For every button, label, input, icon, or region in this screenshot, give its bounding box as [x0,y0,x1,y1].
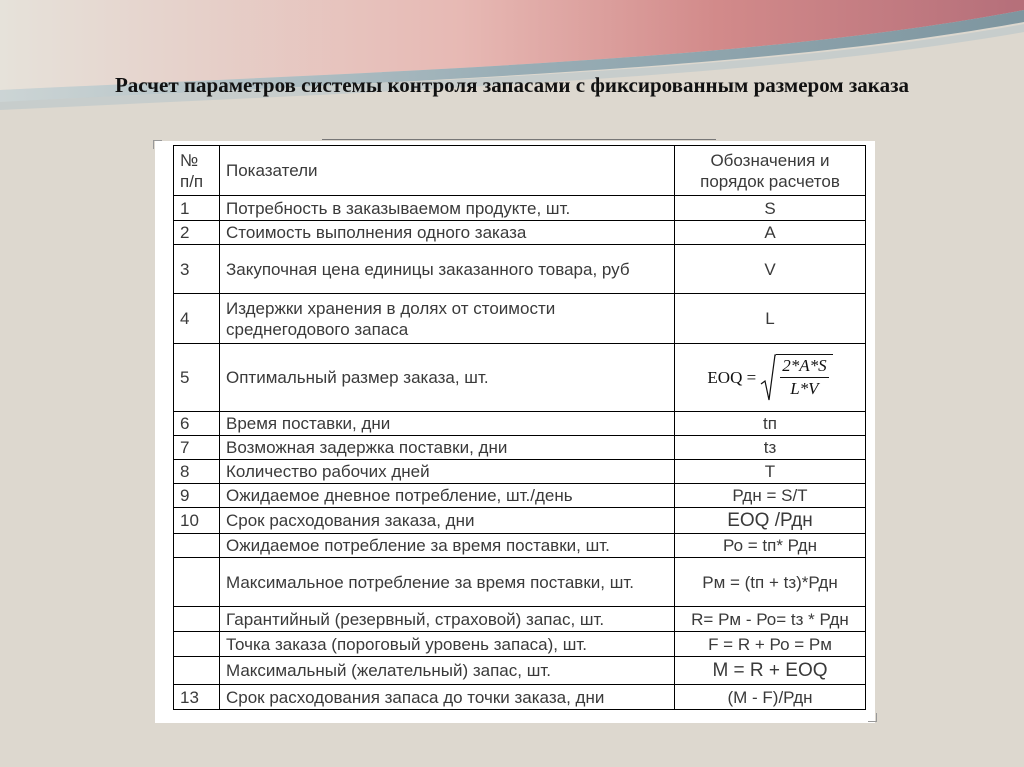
row-number [174,558,220,607]
title-divider [322,139,716,140]
table-row [174,657,866,685]
header-symbol: Обозначения и порядок расчетов [675,146,866,196]
row-indicator: Возможная задержка поставки, дни [220,436,675,460]
row-indicator: Максимальный (желательный) запас, шт. [220,657,675,685]
row-symbol: S [675,196,866,221]
eoq-formula-cell [675,344,866,412]
row-indicator: Оптимальный размер заказа, шт. [220,344,675,412]
table-row [174,436,866,460]
row-indicator: Гарантийный (резервный, страховой) запас, шт. [220,607,675,632]
sqrt-symbol-icon [760,354,776,402]
row-symbol: (M - F)/Рдн [675,685,866,710]
row-symbol: Рм = (tп + tз)*Рдн [675,558,866,607]
eoq-formula [681,354,859,402]
row-indicator: Срок расходования заказа, дни [220,508,675,534]
row-indicator: Срок расходования запаса до точки заказа, дни [220,685,675,710]
table-row [174,558,866,607]
row-symbol: A [675,221,866,245]
row-number [174,657,220,685]
header-indicator: Показатели [220,146,675,196]
row-number: 8 [174,460,220,484]
row-number: 6 [174,412,220,436]
row-symbol: R= Рм - Ро= tз * Рдн [675,607,866,632]
formula-numerator: 2*A*S [780,355,828,378]
row-number: 2 [174,221,220,245]
table-row [174,196,866,221]
table-row [174,344,866,412]
table-row [174,685,866,710]
row-number [174,632,220,657]
row-number [174,534,220,558]
table-row [174,484,866,508]
row-indicator: Время поставки, дни [220,412,675,436]
row-symbol: Рдн = S/T [675,484,866,508]
formula-fraction [776,354,832,402]
row-number: 7 [174,436,220,460]
row-number: 10 [174,508,220,534]
table-row [174,460,866,484]
row-number: 3 [174,245,220,294]
row-symbol: tп [675,412,866,436]
parameters-table [173,145,866,710]
decorative-header-swoosh [0,0,1024,125]
sheet-corner-mark [868,713,877,722]
row-symbol: F = R + Ро = Рм [675,632,866,657]
row-symbol: EOQ /Рдн [675,508,866,534]
formula-lhs: EOQ = [707,368,757,387]
row-indicator: Ожидаемое дневное потребление, шт./день [220,484,675,508]
row-indicator: Точка заказа (пороговый уровень запаса), шт. [220,632,675,657]
row-number [174,607,220,632]
row-number: 9 [174,484,220,508]
table-header-row [174,146,866,196]
row-indicator: Издержки хранения в долях от стоимости среднегодового запаса [220,294,675,344]
row-symbol: tз [675,436,866,460]
row-number: 13 [174,685,220,710]
row-symbol: V [675,245,866,294]
table-row [174,294,866,344]
table-row [174,245,866,294]
row-number: 1 [174,196,220,221]
row-number: 4 [174,294,220,344]
row-symbol: T [675,460,866,484]
sqrt-sign [760,354,832,402]
formula-denominator: L*V [790,378,819,398]
sheet-corner-mark [153,140,162,149]
row-number: 5 [174,344,220,412]
page-title: Расчет параметров системы контроля запасами с фиксированным размером заказа [114,73,910,97]
row-symbol: L [675,294,866,344]
row-symbol: M = R + EOQ [675,657,866,685]
row-symbol: Ро = tп* Рдн [675,534,866,558]
row-indicator: Закупочная цена единицы заказанного товара, руб [220,245,675,294]
table-row [174,221,866,245]
row-indicator: Максимальное потребление за время поставки, шт. [220,558,675,607]
header-number: № п/п [174,146,220,196]
row-indicator: Ожидаемое потребление за время поставки, шт. [220,534,675,558]
table-row [174,632,866,657]
row-indicator: Стоимость выполнения одного заказа [220,221,675,245]
row-indicator: Потребность в заказываемом продукте, шт. [220,196,675,221]
table-row [174,508,866,534]
table-row [174,534,866,558]
table-row [174,412,866,436]
table-row [174,607,866,632]
row-indicator: Количество рабочих дней [220,460,675,484]
